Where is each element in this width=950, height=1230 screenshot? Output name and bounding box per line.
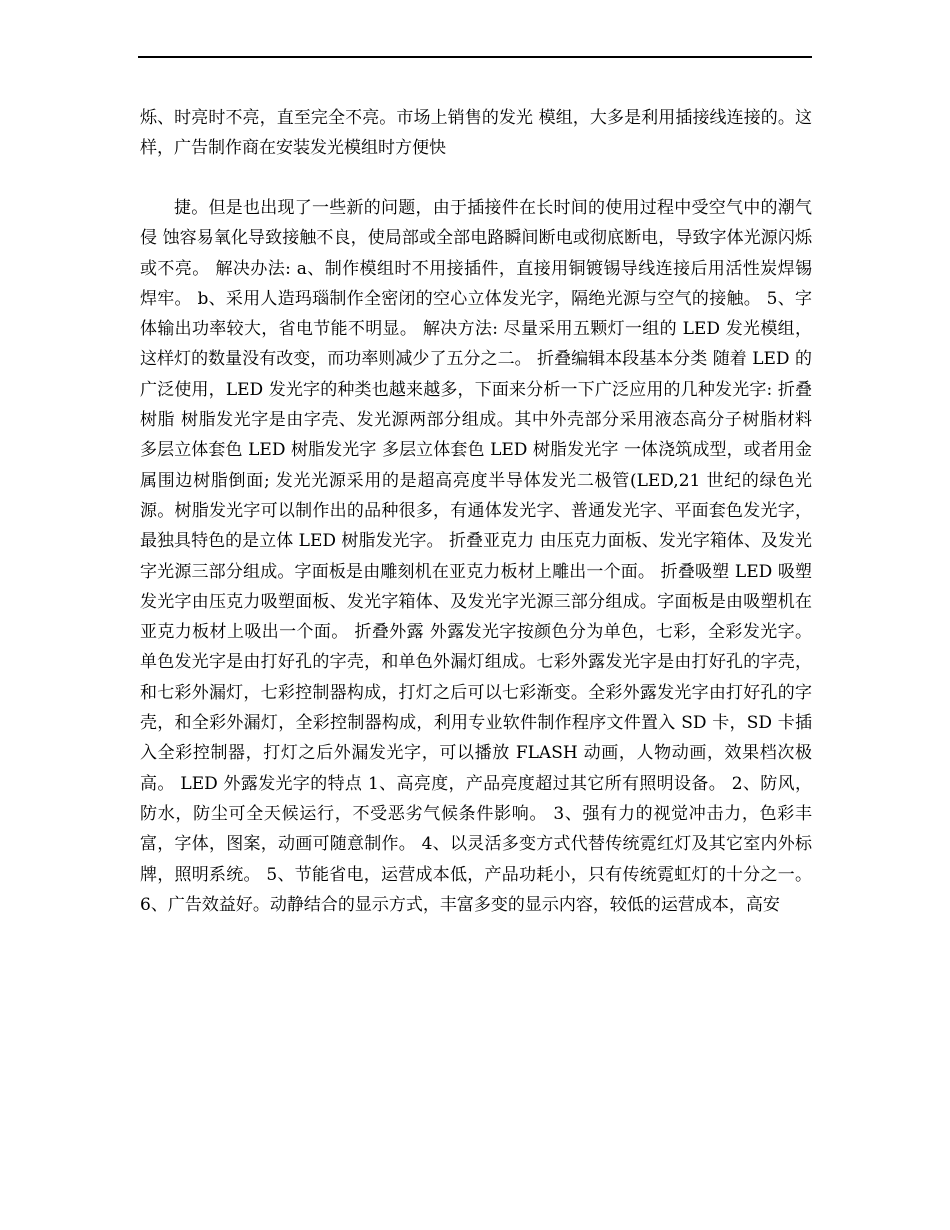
body-paragraph: 烁、时亮时不亮，直至完全不亮。市场上销售的发光 模组，大多是利用插接线连接的。这样，广告制作商在安装发光模组时方便快 <box>140 108 812 159</box>
body-paragraph: 捷。但是也出现了一些新的问题，由于插接件在长时间的使用过程中受空气中的潮气侵 蚀容易氧化导致接触不良，使局部或全部电路瞬间断电或彻底断电，导致字体光源闪烁或不亮。 解决办法: a、制作模组时不用接插件，直接用铜镀锡导线连接后用活性炭焊锡焊牢。 b、采用人造玛瑙制作全密闭的空心立体发光字，隔绝光源与空气的接触。 5、字体输出功率较大，省电节能不明显。 解决方法: 尽量采用五颗灯一组的 LED 发光模组，这样灯的数量没有改变，而功率则减少了五分之二。 折叠编辑本段基本分类 随着 LED 的广泛使用，LED 发光字的种类也越来越多，下面来分析一下广泛应用的几种发光字: 折叠树脂 树脂发光字是由字壳、发光源两部分组成。其中外壳部分采用液态高分子树脂材料 多层立体套色 LED 树脂发光字 多层立体套色 LED 树脂发光字 一体浇筑成型，或者用金属围边树脂倒面; 发光光源采用的是超高亮度半导体发光二极管(LED,21 世纪的绿色光源。树脂发光字可以制作出的品种很多，有通体发光字、普通发光字、平面套色发光字，最独具特色的是立体 LED 树脂发光字。 折叠亚克力 由压克力面板、发光字箱体、及发光字光源三部分组成。字面板是由雕刻机在亚克力板材上雕出一个面。 折叠吸塑 LED 吸塑发光字由压克力吸塑面板、发光字箱体、及发光字光源三部分组成。字面板是由吸塑机在亚克力板材上吸出一个面。 折叠外露 外露发光字按颜色分为单色，七彩，全彩发光字。单色发光字是由打好孔的字壳，和单色外漏灯组成。七彩外露发光字是由打好孔的字壳，和七彩外漏灯，七彩控制器构成，打灯之后可以七彩渐变。全彩外露发光字由打好孔的字壳，和全彩外漏灯，全彩控制器构成，利用专业软件制作程序文件置入 SD 卡，SD 卡插入全彩控制器，打灯之后外漏发光字，可以播放 FLASH 动画，人物动画，效果档次极高。 LED 外露发光字的特点 1、高亮度，产品亮度超过其它所有照明设备。 2、防风，防水，防尘可全天候运行，不受恶劣气候条件影响。 3、强有力的视觉冲击力，色彩丰富，字体，图案，动画可随意制作。 4、以灵活多变方式代替传统霓红灯及其它室内外标牌，照明系统。 5、节能省电，运营成本低，产品功耗小，只有传统霓虹灯的十分之一。 6、广告效益好。动静结合的显示方式，丰富多变的显示内容，较低的运营成本，高安 <box>140 198 812 915</box>
header-rule <box>138 56 812 58</box>
